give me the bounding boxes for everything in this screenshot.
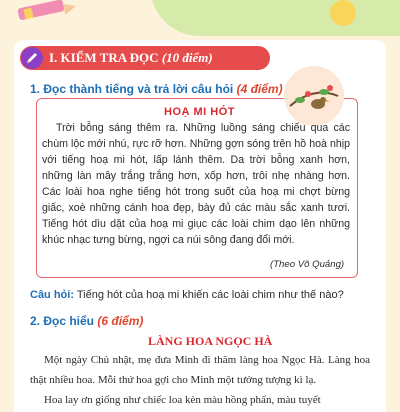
reading-passage-2 [30, 350, 370, 410]
section-header [20, 46, 270, 70]
part2-heading: 2. Đọc hiểu (6 điểm) [30, 314, 144, 328]
decorative-green-shape [150, 0, 400, 36]
part1-heading: 1. Đọc thành tiếng và trả lời câu hỏi (4 điểm) [30, 82, 283, 96]
section-title: I. KIỂM TRA ĐỌC (10 điểm) [49, 50, 213, 65]
question-line [30, 289, 344, 301]
bird-flower-illustration [284, 66, 344, 126]
reading-passage [42, 120, 350, 248]
passage-title: HOẠ MI HÓT [164, 106, 235, 118]
question-label: Câu hỏi: [30, 289, 74, 301]
sun-decoration-icon [330, 0, 356, 26]
passage2-paragraph-2: Hoa lay ơn giống như chiếc loa kèn màu hồng phấn, màu tuyết [44, 394, 321, 406]
pencil-decoration-icon [10, 0, 80, 30]
passage2-paragraph-1: Một ngày Chủ nhật, mẹ đưa Minh đi thăm làng hoa Ngọc Hà. Làng hoa thật nhiều hoa. Mỗi thứ hoa gợi cho Minh một tưởng tượng kì lạ. [30, 354, 370, 386]
passage-source: (Theo Võ Quảng) [270, 259, 345, 270]
passage2-title: LÀNG HOA NGỌC HÀ [148, 334, 273, 348]
pencil-badge-icon [21, 47, 43, 69]
passage-paragraph: Trời bỗng sáng thêm ra. Những luồng sáng chiếu qua các chùm lộc mới nhú, rực rỡ hơn. Những gợn sóng trên hồ hoà nhịp với tiếng hoạ mi hót, lấp lánh thêm. Da trời bỗng xanh hơn, những làn mây trắng trắng hơn, xốp hơn, trôi nhẹ nhàng hơn. Các loài hoa nghe tiếng hót trong suốt của hoạ mi chợt bừng giấc, xoè những cánh hoa đẹp, bày đủ các màu sắc xanh tươi. Tiếng hót dìu dặt của hoạ mi giục các loài chim dạo lên những khúc nhạc tưng bừng, ngợi ca núi sông đang đổi mới. [42, 122, 350, 246]
question-text: Tiếng hót của hoạ mi khiến các loài chim như thế nào? [74, 289, 344, 301]
